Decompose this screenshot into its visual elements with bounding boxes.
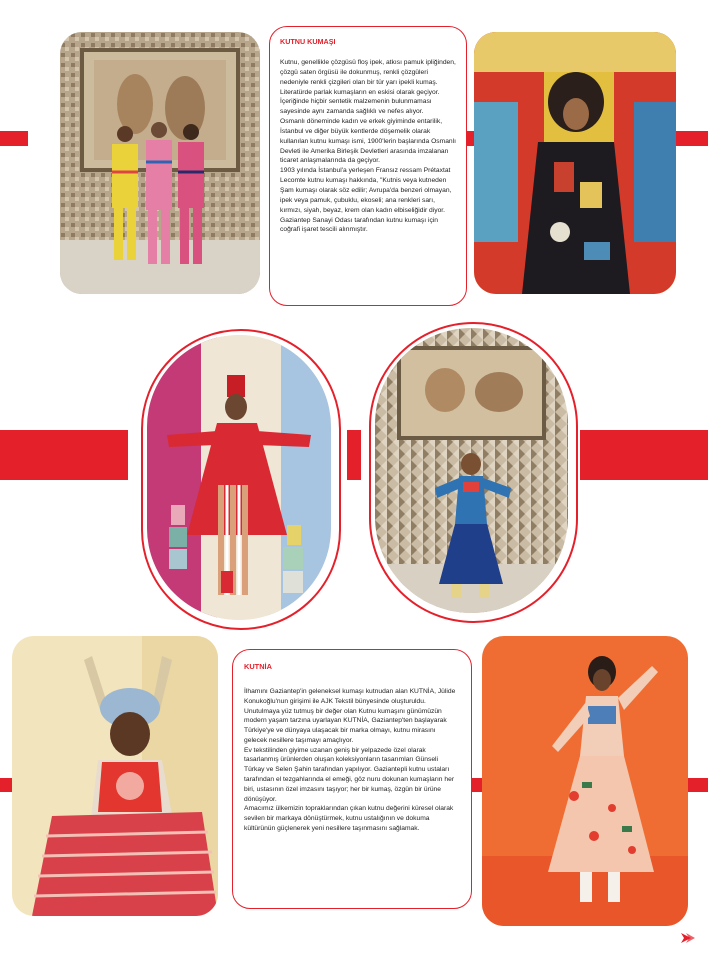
next-page-arrow-icon[interactable] xyxy=(680,931,696,945)
photo-headwrap-red-outfit-art xyxy=(12,636,218,916)
kutnia-title: KUTNİA xyxy=(244,662,272,671)
decor-band-top-left xyxy=(0,131,28,146)
photo-blue-skirt-mosaic-art xyxy=(375,328,568,613)
photo-mosaic-three-models-art xyxy=(60,32,260,294)
photo-printed-dress-curtains xyxy=(474,32,676,294)
photo-cream-dress-orange xyxy=(482,636,688,926)
kutnia-body: İlhamını Gaziantep'in geleneksel kumaşı kutnudan alan KUTNİA, Jülide Konukoğlu'nun girişimi ile AJK Tekstil bünyesinde oluşturuldu. Unutulmaya yüz tutmuş bir değer olan Kutnu kumaşını günümüzün modern yaşam tarzına uyarlayan KUTNİA, Gaziantep'ten başlayarak Türkiye'ye ve dünyaya ulaşacak bir marka olmayı, kutnu mirasını gelecek nesillere taşımayı amaçlıyor. Ev tekstilinden giyime uzanan geniş bir yelpazede özel olarak tasarlanmış ürünlerden oluşan koleksiyonların tasarımları Günseli Türkay ve Selen Şahin tarafından yapılıyor. Gaziantepli kutnu ustaları tarafından el tezgahlarında el emeği, göz nuru dokunan kumaşların her biri, ustasının özel imzasını taşıyor; her bir kumaş, özgün bir ürüne dönüşüyor. Amacımız ülkemizin topraklarından çıkan kutnu değerini küresel olarak sevilen bir markaya dönüştürmek, kutnu ustalığının ve dokuma kültürünün güçlenerek yeni nesillere taşınmasını sağlamak. xyxy=(244,688,456,832)
kutnu-kumasi-textbox xyxy=(269,26,467,306)
decor-band-bottom-right xyxy=(688,778,708,792)
photo-red-outfit-yarn xyxy=(147,335,331,620)
photo-red-outfit-yarn-art xyxy=(147,335,331,620)
arrow-glyph xyxy=(680,931,696,945)
kutnia-textbox xyxy=(232,649,472,909)
kutnu-kumasi-title: KUTNU KUMAŞI xyxy=(280,37,336,46)
kutnu-kumasi-body: Kutnu, genellikle çözgüsü floş ipek, atkısı pamuk ipliğinden, çözgü saten örgüsü ile dokunmuş, renkli çözgüleri nedeniyle renkli çizgileri olan bir tür yarı ipekli kumaş. Literatürde parlak kumaşların en eskisi olarak geçiyor. İçeriğinde hiçbir sentetik malzemenin bulunmaması sayesinde aynı zamanda sağlıklı ve nefes alıyor. Osmanlı döneminde kadın ve erkek giyiminde entarilik, İstanbul ve diğer büyük kentlerde döşemelik olarak kullanılan kutnu kumaşı ismi, 1900'lerin başlarında Osmanlı Devleti ile Amerika Birleşik Devletleri arasında imzalanan ticaret anlaşmalarında da geçiyor. 1903 yılında İstanbul'a yerleşen Fransız ressam Prétaxtat Lecomte kutnu kumaşı hakkında, "Kutnis veya kutneden Şam kumaşı olarak söz edilir; Avrupa'da benzeri olmayan, ipek veya pamuk, çubuklu, ekoseli; ana renkleri sarı, kırmızı, siyah, beyaz, krem olan kadın elbiseliğidir diyor. Gaziantep Sanayi Odası tarafından kutnu kumaşı için coğrafi işaret tescili alınmıştır. xyxy=(280,59,456,234)
decor-band-top-right xyxy=(676,131,708,146)
photo-cream-dress-orange-art xyxy=(482,636,688,926)
photo-mosaic-three-models xyxy=(60,32,260,294)
decor-band-mid-left xyxy=(0,430,128,480)
decor-band-bottom-left xyxy=(0,778,12,792)
photo-blue-skirt-mosaic xyxy=(375,328,568,613)
photo-printed-dress-curtains-art xyxy=(474,32,676,294)
decor-band-mid-right xyxy=(580,430,708,480)
decor-band-mid-center xyxy=(347,430,361,480)
photo-headwrap-red-outfit xyxy=(12,636,218,916)
